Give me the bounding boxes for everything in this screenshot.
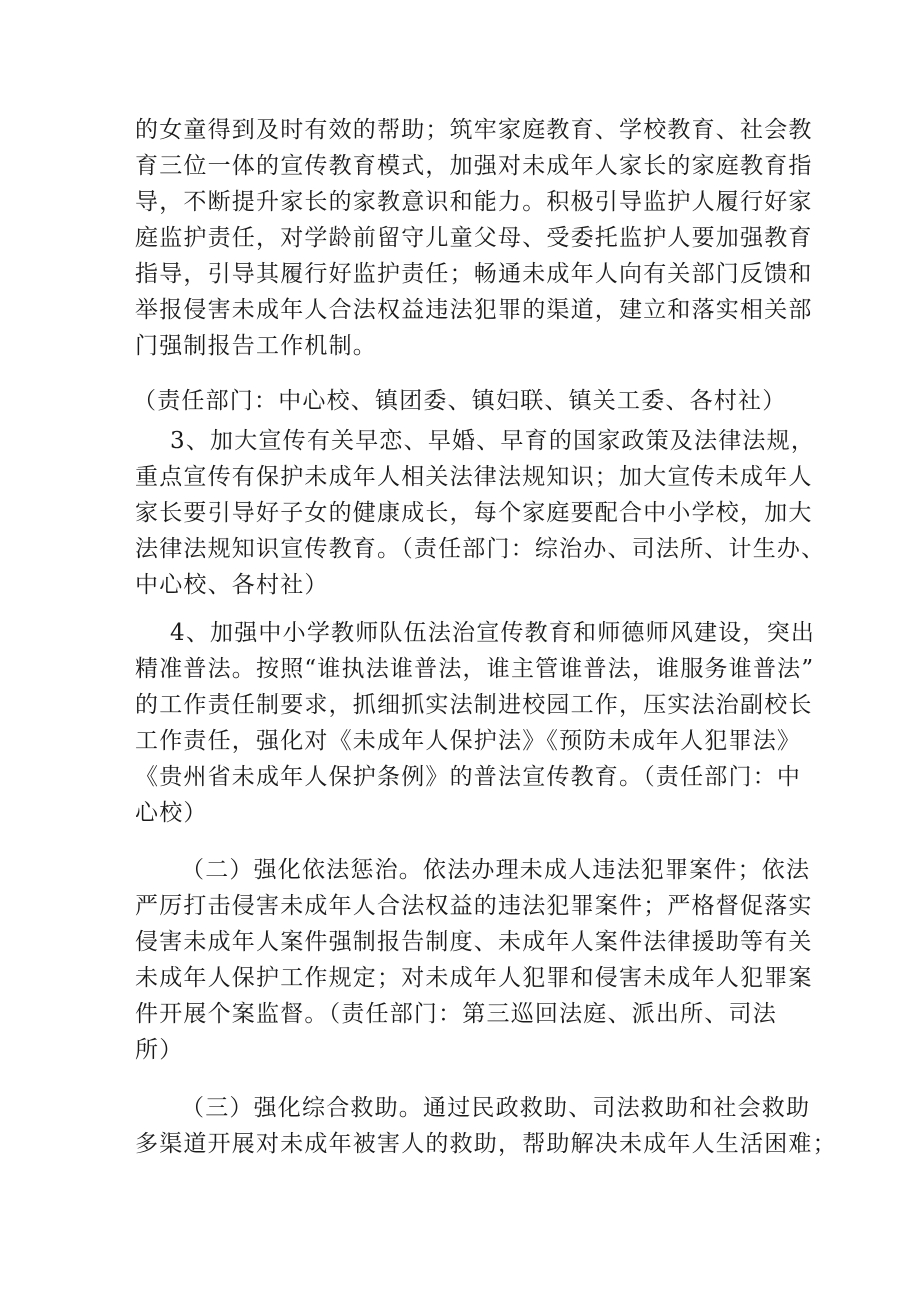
section-2-heading-line: （二）强化依法惩治。依法办理未成人违法犯罪案件；依法 xyxy=(181,857,811,883)
text-line: 的女童得到及时有效的帮助；筑牢家庭教育、学校教育、社会教 xyxy=(135,117,813,143)
text-line: 庭监护责任，对学龄前留守儿童父母、受委托监护人要加强教育 xyxy=(135,225,813,251)
text-line: 家长要引导好子女的健康成长，每个家庭要配合中小学校，加大 xyxy=(135,500,813,526)
text-line: 育三位一体的宣传教育模式，加强对未成年人家长的家庭教育指 xyxy=(135,153,813,179)
text-line: 的工作责任制要求，抓细抓实法制进校园工作，压实法治副校长 xyxy=(135,692,813,718)
text-line: 门强制报告工作机制。 xyxy=(135,333,377,359)
text-line: 法律法规知识宣传教育。（责任部门：综治办、司法所、计生办、 xyxy=(135,536,826,562)
responsible-departments-line: （责任部门：中心校、镇团委、镇妇联、镇关工委、各村社） xyxy=(133,388,787,414)
text-line: 严厉打击侵害未成年人合法权益的违法犯罪案件；严格督促落实 xyxy=(135,893,813,919)
text-line: 中心校、各村社） xyxy=(135,572,329,598)
text-line: 《贵州省未成年人保护条例》的普法宣传教育。（责任部门：中 xyxy=(135,764,802,790)
text-line: 导，不断提升家长的家教意识和能力。积极引导监护人履行好家 xyxy=(135,189,813,215)
text-line: 所） xyxy=(135,1037,184,1063)
text-line: 心校） xyxy=(135,800,208,826)
text-line: 工作责任，强化对《未成年人保护法》《预防未成年人犯罪法》 xyxy=(135,728,802,754)
text-line: 件开展个案监督。（责任部门：第三巡回法庭、派出所、司法 xyxy=(135,1001,777,1027)
text-line: 多渠道开展对未成年被害人的救助，帮助解决未成年人生活困难； xyxy=(135,1131,837,1157)
paragraph-3-start: 3、加大宣传有关早恋、早婚、早育的国家政策及法律法规， xyxy=(170,428,816,454)
text-line: 侵害未成年人案件强制报告制度、未成年人案件法律援助等有关 xyxy=(135,929,813,955)
text-line: 指导，引导其履行好监护责任；畅通未成年人向有关部门反馈和 xyxy=(135,261,813,287)
text-line: 未成年人保护工作规定；对未成年人犯罪和侵害未成年人犯罪案 xyxy=(135,965,813,991)
text-line: 重点宣传有保护未成年人相关法律法规知识；加大宣传未成年人 xyxy=(135,464,813,490)
text-line: 精准普法。按照“谁执法谁普法，谁主管谁普法，谁服务谁普法” xyxy=(135,656,815,682)
text-line: 举报侵害未成年人合法权益违法犯罪的渠道，建立和落实相关部 xyxy=(135,297,813,323)
paragraph-4-start: 4、加强中小学教师队伍法治宣传教育和师德师风建设，突出 xyxy=(170,620,816,646)
section-3-heading-line: （三）强化综合救助。通过民政救助、司法救助和社会救助 xyxy=(181,1095,811,1121)
